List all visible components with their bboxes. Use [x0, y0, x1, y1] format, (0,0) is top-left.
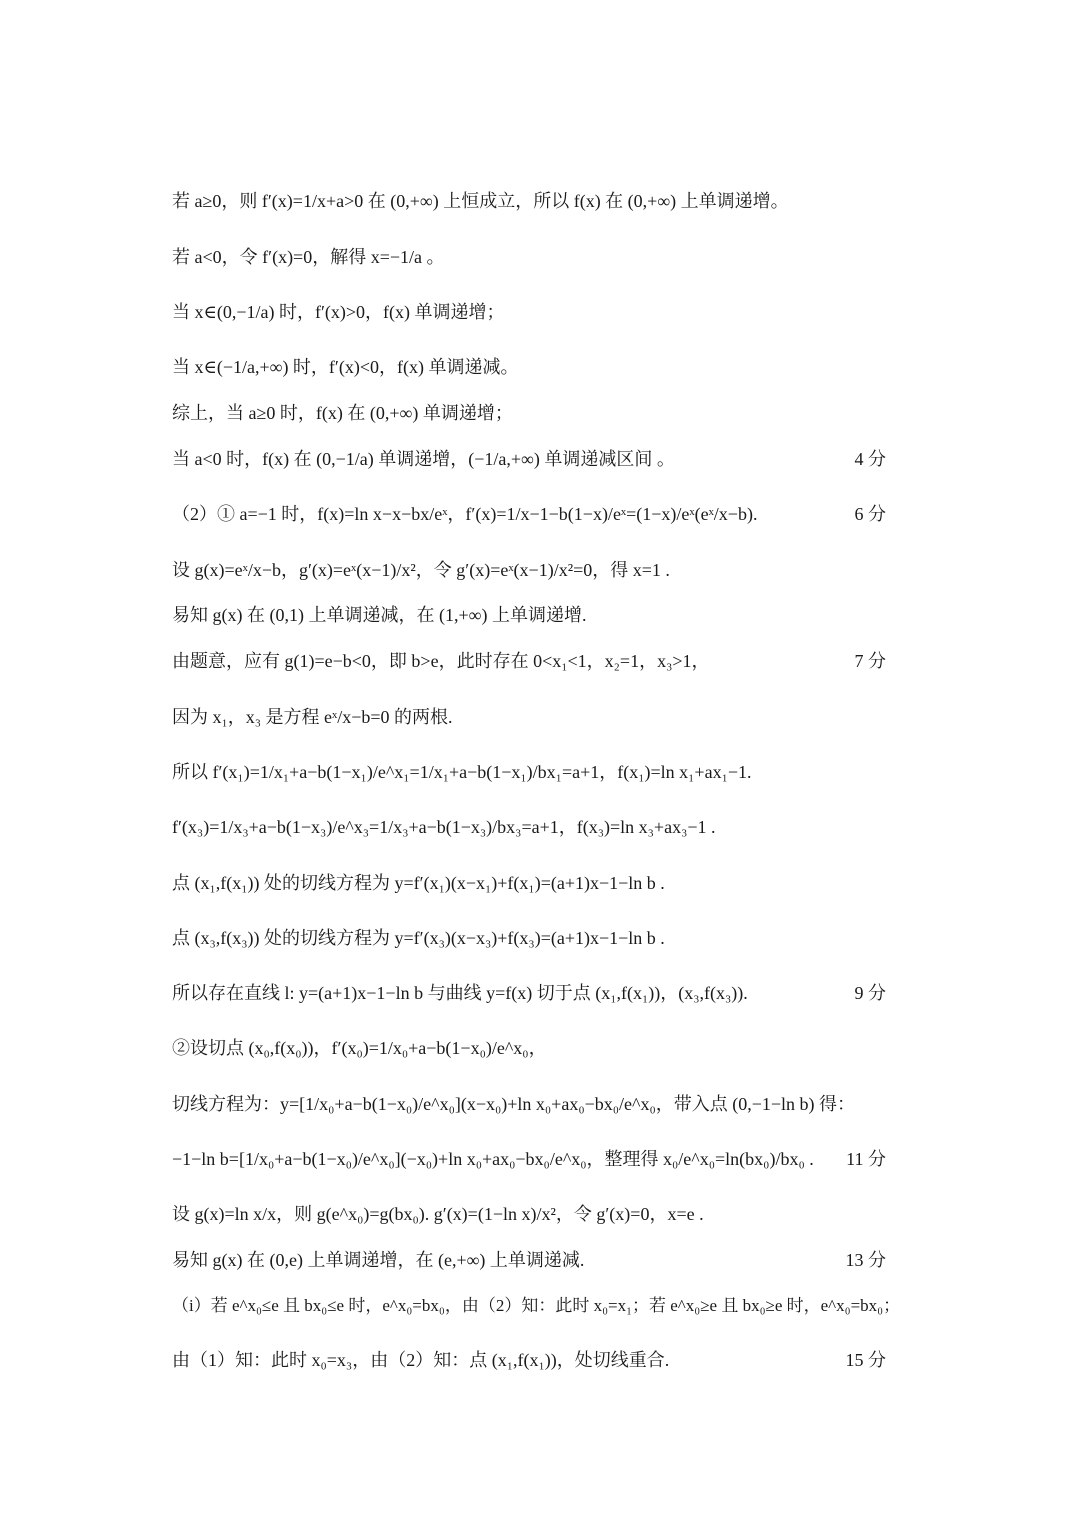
- solution-line: [172, 760, 912, 784]
- line-text: 当 x∈(−1/a,+∞) 时，f′(x)<0，f(x) 单调递减。: [172, 357, 519, 377]
- solution-line: [172, 649, 912, 673]
- solution-line: [172, 603, 912, 627]
- line-text: 易知 g(x) 在 (0,1) 上单调递减，在 (1,+∞) 上单调递增.: [172, 605, 587, 625]
- solution-line: [172, 245, 912, 269]
- line-text: ②设切点 (x₀,f(x₀))，f′(x₀)=1/x₀+a−b(1−x₀)/e^x₀，: [172, 1038, 547, 1058]
- solution-line: [172, 926, 912, 950]
- solution-line: [172, 871, 912, 895]
- solution-line: [172, 355, 912, 379]
- line-text: 若 a<0，令 f′(x)=0，解得 x=−1/a 。: [172, 247, 445, 267]
- line-text: −1−ln b=[1/x₀+a−b(1−x₀)/e^x₀](−x₀)+ln x₀+ax₀−bx₀/e^x₀，整理得 x₀/e^x₀=ln(bx₀)/bx₀ .: [172, 1149, 814, 1169]
- score-mark: 15 分: [845, 1350, 886, 1370]
- solution-line: [172, 401, 912, 425]
- solution-line: [172, 189, 912, 213]
- solution-line: [172, 300, 912, 324]
- solution-line: [172, 447, 912, 471]
- solution-line: [172, 502, 912, 526]
- solution-line: [172, 815, 912, 839]
- line-text: 点 (x₁,f(x₁)) 处的切线方程为 y=f′(x₁)(x−x₁)+f(x₁)=(a+1)x−1−ln b .: [172, 873, 665, 893]
- line-text: 设 g(x)=ln x/x，则 g(e^x₀)=g(bx₀). g′(x)=(1−ln x)/x²，令 g′(x)=0，x=e .: [172, 1204, 704, 1224]
- solution-line: [172, 1348, 912, 1372]
- line-text: 点 (x₃,f(x₃)) 处的切线方程为 y=f′(x₃)(x−x₃)+f(x₃)=(a+1)x−1−ln b .: [172, 928, 665, 948]
- line-text: 由题意，应有 g(1)=e−b<0，即 b>e，此时存在 0<x₁<1，x₂=1，x₃>1，: [172, 651, 710, 671]
- solution-line: [172, 1092, 912, 1116]
- line-text: 所以存在直线 l: y=(a+1)x−1−ln b 与曲线 y=f(x) 切于点 (x₁,f(x₁))，(x₃,f(x₃)).: [172, 983, 748, 1003]
- line-text: 综上，当 a≥0 时，f(x) 在 (0,+∞) 单调递增；: [172, 403, 513, 423]
- score-mark: 13 分: [845, 1250, 886, 1270]
- solution-line: [172, 1147, 912, 1171]
- solution-line: [172, 981, 912, 1005]
- line-text: 当 a<0 时，f(x) 在 (0,−1/a) 单调递增，(−1/a,+∞) 单调递减区间 。: [172, 449, 675, 469]
- score-mark: 9 分: [854, 983, 886, 1003]
- score-mark: 7 分: [854, 651, 886, 671]
- solution-line: [172, 1202, 912, 1226]
- solution-line: [172, 1294, 912, 1318]
- score-mark: 11 分: [846, 1149, 886, 1169]
- line-text: 若 a≥0，则 f′(x)=1/x+a>0 在 (0,+∞) 上恒成立，所以 f(x) 在 (0,+∞) 上单调递增。: [172, 191, 789, 211]
- line-text: 由（1）知：此时 x₀=x₃，由（2）知：点 (x₁,f(x₁))，处切线重合.: [172, 1350, 670, 1370]
- line-text: 因为 x₁，x₃ 是方程 eˣ/x−b=0 的两根.: [172, 707, 453, 727]
- line-text: （2）① a=−1 时，f(x)=ln x−x−bx/eˣ，f′(x)=1/x−1−b(1−x)/eˣ=(1−x)/eˣ(eˣ/x−b).: [172, 504, 758, 524]
- line-text: 所以 f′(x₁)=1/x₁+a−b(1−x₁)/e^x₁=1/x₁+a−b(1−x₁)/bx₁=a+1，f(x₁)=ln x₁+ax₁−1.: [172, 762, 752, 782]
- solution-line: [172, 705, 912, 729]
- line-text: （i）若 e^x₀≤e 且 bx₀≤e 时，e^x₀=bx₀，由（2）知：此时 x₀=x₁；若 e^x₀≥e 且 bx₀≥e 时，e^x₀=bx₀；: [172, 1296, 901, 1315]
- line-text: 切线方程为：y=[1/x₀+a−b(1−x₀)/e^x₀](x−x₀)+ln x₀+ax₀−bx₀/e^x₀，带入点 (0,−1−ln b) 得：: [172, 1094, 856, 1114]
- line-text: 当 x∈(0,−1/a) 时，f′(x)>0，f(x) 单调递增；: [172, 302, 505, 322]
- score-mark: 4 分: [854, 449, 886, 469]
- solution-line: [172, 1248, 912, 1272]
- solution-line: [172, 1036, 912, 1060]
- line-text: f′(x₃)=1/x₃+a−b(1−x₃)/e^x₃=1/x₃+a−b(1−x₃)/bx₃=a+1，f(x₃)=ln x₃+ax₃−1 .: [172, 817, 716, 837]
- line-text: 设 g(x)=eˣ/x−b，g′(x)=eˣ(x−1)/x²，令 g′(x)=eˣ(x−1)/x²=0，得 x=1 .: [172, 560, 670, 580]
- line-text: 易知 g(x) 在 (0,e) 上单调递增，在 (e,+∞) 上单调递减.: [172, 1250, 585, 1270]
- solution-line: [172, 558, 912, 582]
- score-mark: 6 分: [854, 504, 886, 524]
